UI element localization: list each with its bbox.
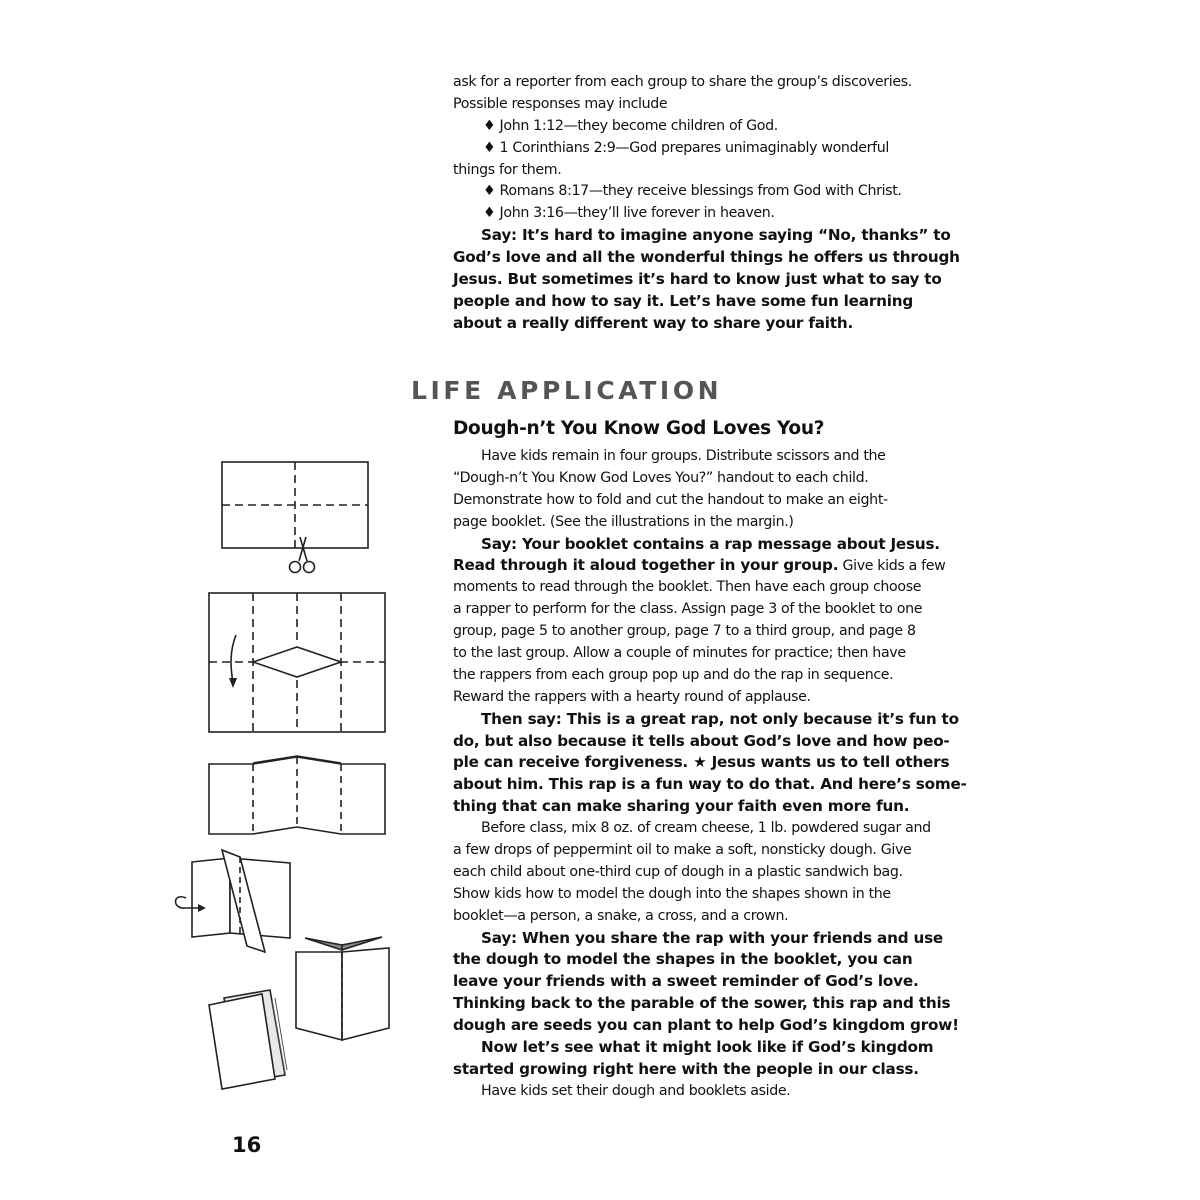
say-line: Say: It’s hard to imagine anyone saying “No, thanks” to [481,226,951,245]
text-line: the rappers from each group pop up and do the rap in sequence. [453,666,894,683]
say-line: Say: When you share the rap with your friends and use [481,928,944,947]
fold-step-2-sheet [209,593,385,732]
top-text-block [453,72,963,335]
text-line: Before class, mix 8 oz. of cream cheese, 1 lb. powdered sugar and [481,820,931,837]
text-line [453,555,963,577]
fold-step-6-closed-booklet [209,990,287,1089]
text-line: Show kids how to model the dough into the shapes shown in the [453,885,891,902]
text-line: Possible responses may include [453,95,668,112]
bullet-1-corinthians-2-9: ♦ 1 Corinthians 2:9—God prepares unimaginably wonderful [483,139,889,156]
text-line: group, page 5 to another group, page 7 to a third group, and page 8 [453,623,916,640]
page-number: 16 [232,1133,262,1157]
say-line: thing that can make sharing your faith even more fun. [453,797,910,816]
say-line: about him. This rap is a fun way to do that. And here’s some- [453,775,967,794]
text-line: “Dough-n’t You Know God Loves You?” handout to each child. [453,469,869,486]
bullet-john-1-12: ♦ John 1:12—they become children of God. [483,117,778,134]
say-line: ple can receive forgiveness. ★ Jesus wants us to tell others [453,753,950,772]
say-line: leave your friends with a sweet reminder of God’s love. [453,972,919,991]
section-heading: LIFE APPLICATION [411,376,723,405]
say-line: people and how to say it. Let’s have some fun learning [453,291,914,310]
say-line: Then say: This is a great rap, not only because it’s fun to [481,709,959,728]
bullet-john-3-16: ♦ John 3:16—they’ll live forever in heaven. [483,205,775,222]
fold-step-3-accordion [209,756,385,834]
text-line: things for them. [453,161,562,178]
activity-title: Dough-n’t You Know God Loves You? [453,418,825,439]
text-line: a rapper to perform for the class. Assign page 3 of the booklet to one [453,601,923,618]
text-line: Have kids set their dough and booklets aside. [481,1082,791,1099]
say-line: about a really different way to share your faith. [453,313,854,332]
text-line: Reward the rappers with a hearty round of applause. [453,688,811,705]
text-line: to the last group. Allow a couple of minutes for practice; then have [453,645,906,662]
say-line: Jesus. But sometimes it’s hard to know just what to say to [453,270,942,289]
text-line: ask for a reporter from each group to share the group’s discoveries. [453,74,912,90]
bullet-romans-8-17: ♦ Romans 8:17—they receive blessings from God with Christ. [483,183,902,200]
text-line: each child about one-third cup of dough in a plastic sandwich bag. [453,863,903,880]
fold-step-5-open-booklet [296,937,389,1040]
text-line: moments to read through the booklet. Then have each group choose [453,579,922,596]
say-line: Thinking back to the parable of the sower, this rap and this [453,994,951,1013]
say-line: Say: Your booklet contains a rap message about Jesus. [481,534,940,553]
text-line: Have kids remain in four groups. Distribute scissors and the [481,448,886,464]
say-line: do, but also because it tells about God’s love and how peo- [453,731,950,750]
say-line: the dough to model the shapes in the booklet, you can [453,950,913,969]
text-line: page booklet. (See the illustrations in the margin.) [453,513,794,530]
text-line: booklet—a person, a snake, a cross, and a crown. [453,907,789,924]
say-fragment: Read through it aloud together in your group. [453,556,839,575]
fold-step-4-booklet [192,850,290,952]
text-line: Demonstrate how to fold and cut the handout to make an eight- [453,491,888,508]
say-line: God’s love and all the wonderful things he offers us through [453,248,960,267]
text-line: a few drops of peppermint oil to make a soft, nonsticky dough. Give [453,842,912,859]
say-line: dough are seeds you can plant to help God’s kingdom grow! [453,1016,959,1035]
say-line: Now let’s see what it might look like if God’s kingdom [481,1038,934,1057]
fold-step-1-sheet [222,462,368,548]
text-fragment: Give kids a few [838,558,946,575]
body-text-block [453,446,967,1103]
say-line: started growing right here with the people in our class. [453,1059,919,1078]
